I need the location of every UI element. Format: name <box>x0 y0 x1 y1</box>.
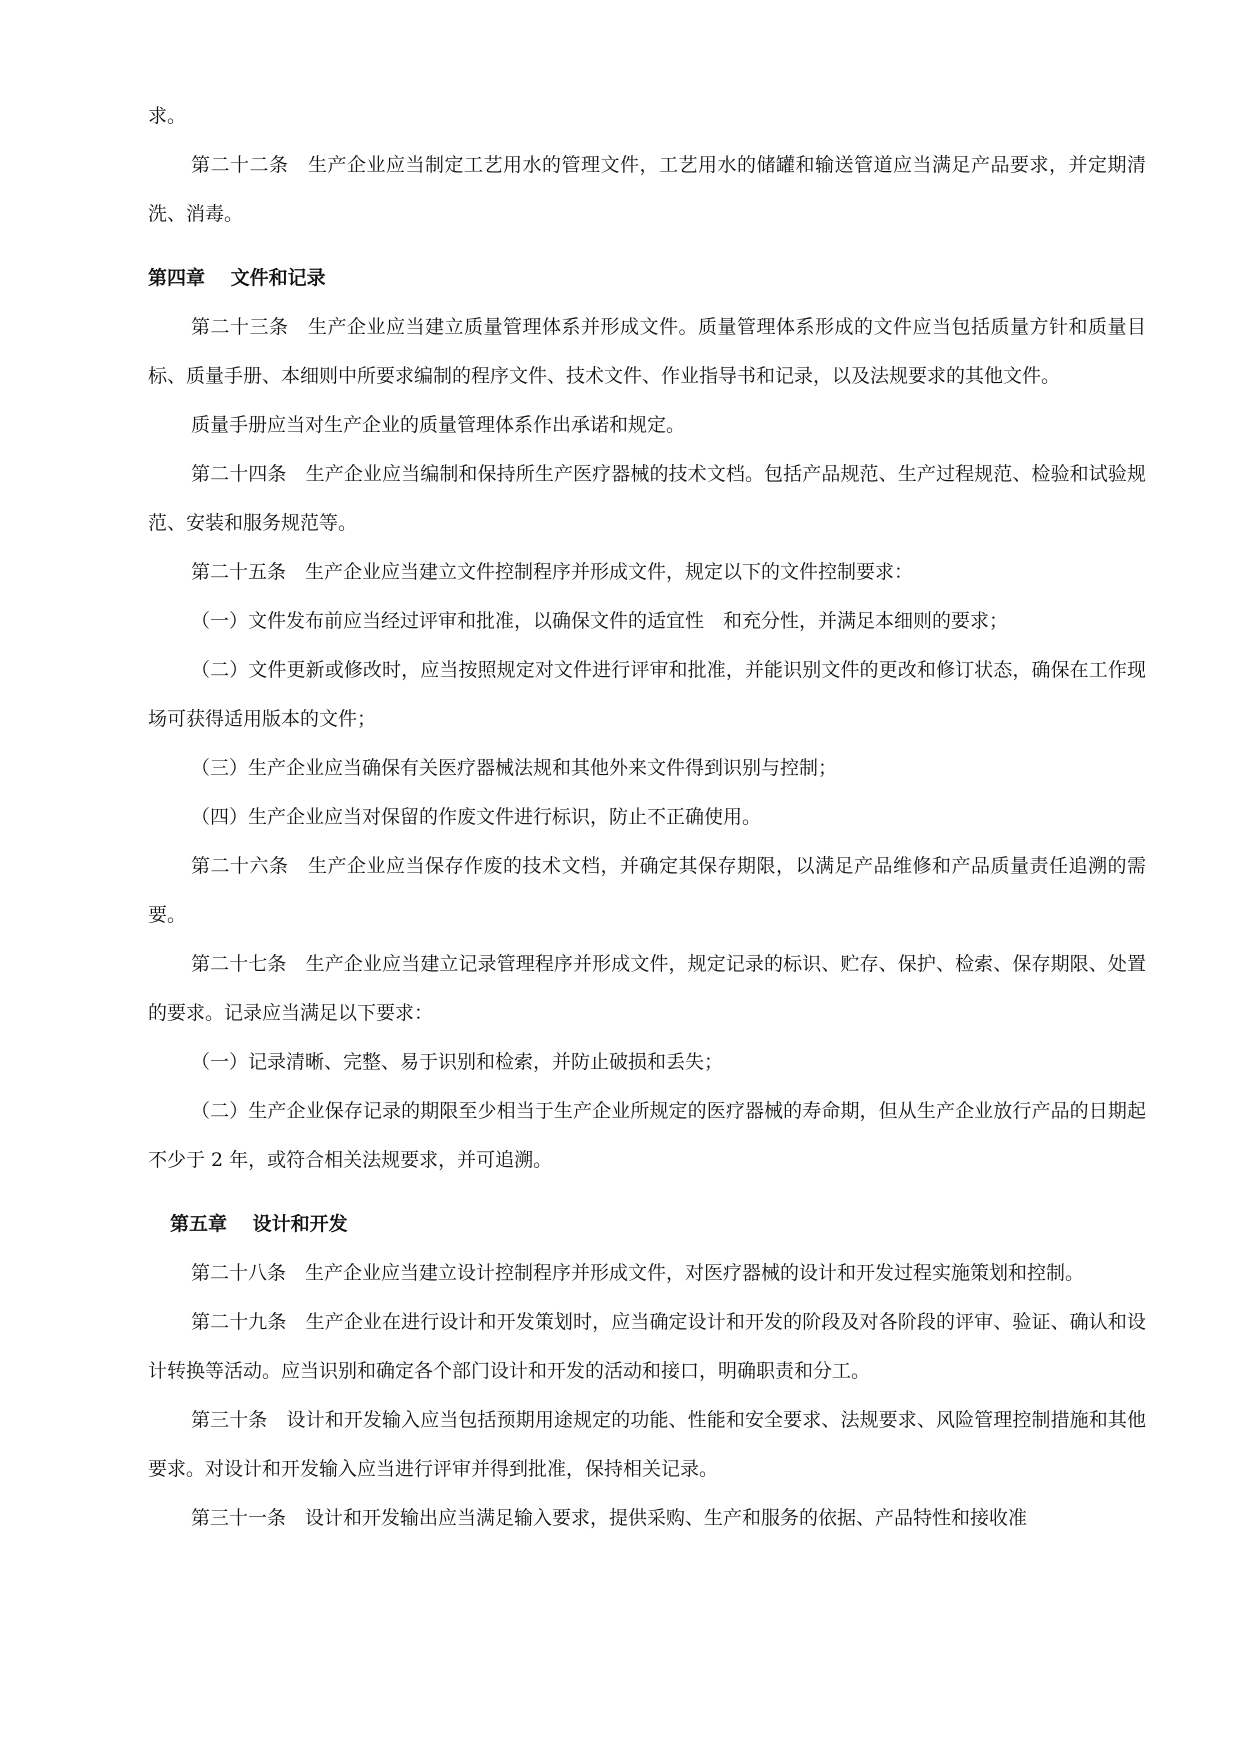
article-25-item-3: （三）生产企业应当确保有关医疗器械法规和其他外来文件得到识别与控制； <box>191 757 838 779</box>
article-25-item-2: （二）文件更新或修改时，应当按照规定对文件进行评审和批准，并能识别文件的更改和修订状态，确保在工作现场可获得适用版本的文件； <box>148 659 1146 730</box>
article-27-item-2: （二）生产企业保存记录的期限至少相当于生产企业所规定的医疗器械的寿命期，但从生产企业放行产品的日期起不少于 2 年，或符合相关法规要求，并可追溯。 <box>148 1100 1146 1171</box>
article-26: 第二十六条 生产企业应当保存作废的技术文档，并确定其保存期限，以满足产品维修和产品质量责任追溯的需要。 <box>148 855 1146 926</box>
article-25-item-1: （一）文件发布前应当经过评审和批准，以确保文件的适宜性 和充分性，并满足本细则的要求； <box>191 610 1009 632</box>
article-22: 第二十二条 生产企业应当制定工艺用水的管理文件，工艺用水的储罐和输送管道应当满足产品要求，并定期清洗、消毒。 <box>148 154 1146 225</box>
article-31: 第三十一条 设计和开发输出应当满足输入要求，提供采购、生产和服务的依据、产品特性和接收准 <box>191 1507 1028 1529</box>
chapter-5-heading: 第五章 设计和开发 <box>170 1213 348 1235</box>
article-27: 第二十七条 生产企业应当建立记录管理程序并形成文件，规定记录的标识、贮存、保护、检索、保存期限、处置的要求。记录应当满足以下要求： <box>148 953 1146 1024</box>
article-29: 第二十九条 生产企业在进行设计和开发策划时，应当确定设计和开发的阶段及对各阶段的评审、验证、确认和设计转换等活动。应当识别和确定各个部门设计和开发的活动和接口，明确职责和分工。 <box>148 1311 1146 1382</box>
paragraph-0: 求。 <box>148 105 187 127</box>
quality-manual-paragraph: 质量手册应当对生产企业的质量管理体系作出承诺和规定。 <box>191 414 686 436</box>
article-25-item-4: （四）生产企业应当对保留的作废文件进行标识，防止不正确使用。 <box>191 806 762 828</box>
article-27-item-1: （一）记录清晰、完整、易于识别和检索，并防止破损和丢失； <box>191 1051 724 1073</box>
article-28: 第二十八条 生产企业应当建立设计控制程序并形成文件，对医疗器械的设计和开发过程实施策划和控制。 <box>191 1262 1085 1284</box>
article-30: 第三十条 设计和开发输入应当包括预期用途规定的功能、性能和安全要求、法规要求、风险管理控制措施和其他要求。对设计和开发输入应当进行评审并得到批准，保持相关记录。 <box>148 1409 1146 1480</box>
article-25: 第二十五条 生产企业应当建立文件控制程序并形成文件，规定以下的文件控制要求： <box>191 561 914 583</box>
article-24: 第二十四条 生产企业应当编制和保持所生产医疗器械的技术文档。包括产品规范、生产过程规范、检验和试验规范、安装和服务规范等。 <box>148 463 1146 534</box>
article-23: 第二十三条 生产企业应当建立质量管理体系并形成文件。质量管理体系形成的文件应当包括质量方针和质量目标、质量手册、本细则中所要求编制的程序文件、技术文件、作业指导书和记录，以及法规要求的其他文件。 <box>148 316 1146 387</box>
chapter-4-heading: 第四章 文件和记录 <box>148 267 326 289</box>
document-page <box>148 92 1146 1543</box>
